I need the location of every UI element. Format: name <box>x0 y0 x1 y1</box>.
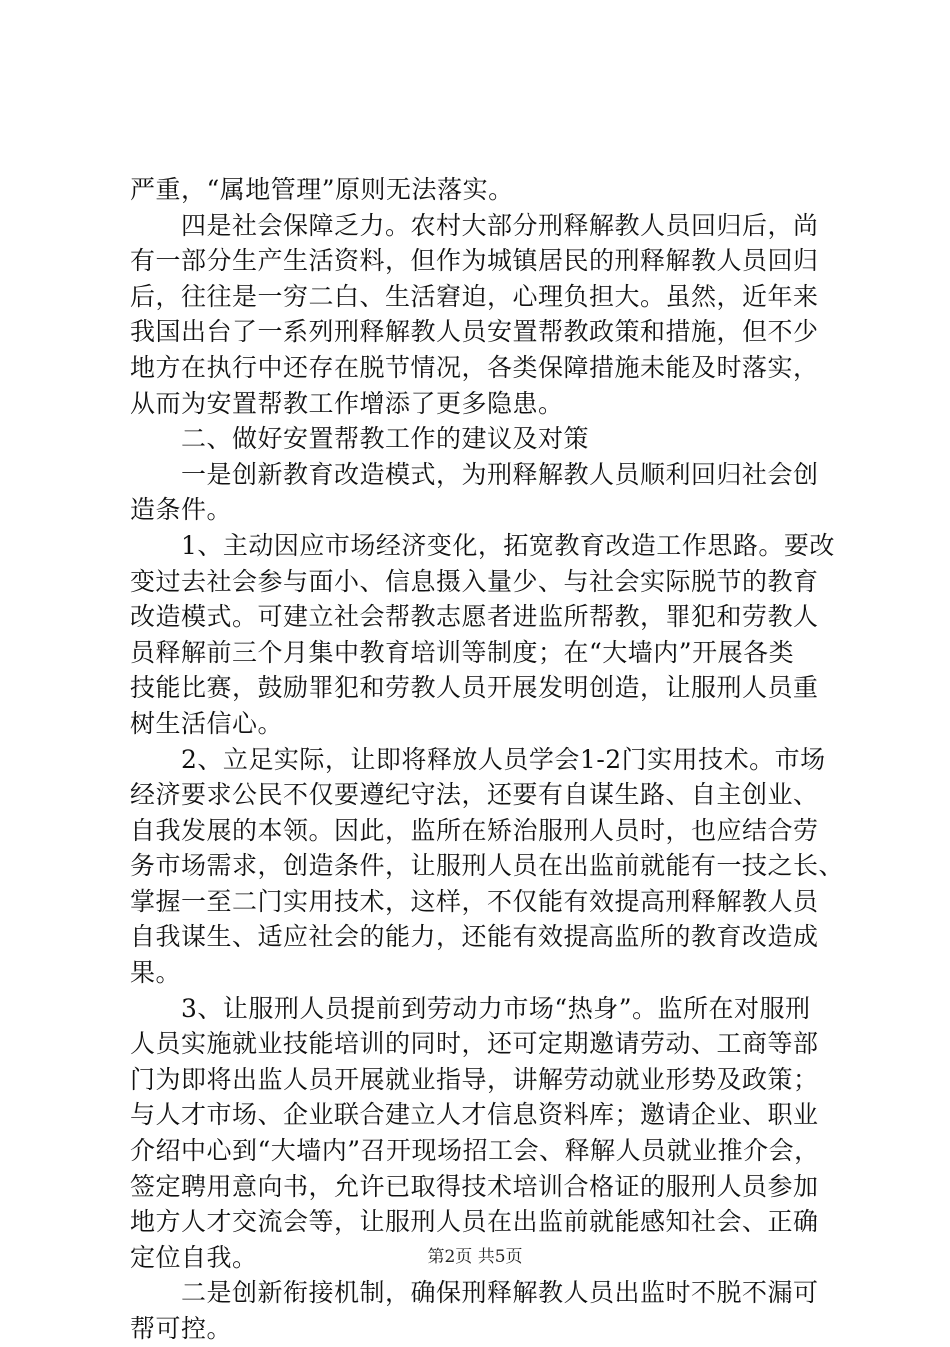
text-line: 3、让服刑人员提前到劳动力市场“热身”。监所在对服刑 <box>130 993 811 1023</box>
page-number-footer: 第2页 共5页 <box>427 1247 523 1267</box>
text-line: 门为即将出监人员开展就业指导，讲解劳动就业形势及政策； <box>130 1064 819 1094</box>
text-line: 定位自我。 <box>130 1242 258 1272</box>
text-line: 帮可控。 <box>130 1314 233 1343</box>
text-line: 我国出台了一系列刑释解教人员安置帮教政策和措施，但不少 <box>130 317 819 347</box>
text-line: 人员实施就业技能培训的同时，还可定期邀请劳动、工商等部 <box>130 1029 819 1059</box>
text-line: 造条件。 <box>130 495 233 525</box>
text-line: 技能比赛，鼓励罪犯和劳教人员开展发明创造，让服刑人员重 <box>130 673 819 703</box>
document-body <box>130 172 845 1347</box>
text-line: 四是社会保障乏力。农村大部分刑释解教人员回归后，尚 <box>130 210 819 240</box>
text-line: 与人才市场、企业联合建立人才信息资料库；邀请企业、职业 <box>130 1100 819 1130</box>
text-line: 务市场需求，创造条件，让服刑人员在出监前就能有一技之长、 <box>130 851 845 881</box>
text-line: 自我发展的本领。因此，监所在矫治服刑人员时，也应结合劳 <box>130 815 819 845</box>
text-line: 树生活信心。 <box>130 708 284 738</box>
text-line: 经济要求公民不仅要遵纪守法，还要有自谋生路、自主创业、 <box>130 780 819 810</box>
text-line: 一是创新教育改造模式，为刑释解教人员顺利回归社会创 <box>130 459 819 489</box>
text-line: 二是创新衔接机制，确保刑释解教人员出监时不脱不漏可 <box>130 1278 819 1308</box>
text-line: 从而为安置帮教工作增添了更多隐患。 <box>130 388 564 418</box>
text-line: 掌握一至二门实用技术，这样，不仅能有效提高刑释解教人员 <box>130 886 819 916</box>
text-line: 地方人才交流会等，让服刑人员在出监前就能感知社会、正确 <box>130 1207 819 1237</box>
text-line: 有一部分生产生活资料，但作为城镇居民的刑释解教人员回归 <box>130 246 819 276</box>
text-line: 员释解前三个月集中教育培训等制度；在“大墙内”开展各类 <box>130 637 795 667</box>
section-heading: 二、做好安置帮教工作的建议及对策 <box>130 424 590 454</box>
text-line: 变过去社会参与面小、信息摄入量少、与社会实际脱节的教育 <box>130 566 819 596</box>
text-line: 介绍中心到“大墙内”召开现场招工会、释解人员就业推介会， <box>130 1136 820 1166</box>
text-line: 自我谋生、适应社会的能力，还能有效提高监所的教育改造成 <box>130 922 819 952</box>
text-line: 地方在执行中还存在脱节情况，各类保障措施未能及时落实， <box>130 352 819 382</box>
text-line: 果。 <box>130 958 182 988</box>
text-line: 1、主动因应市场经济变化，拓宽教育改造工作思路。要改 <box>130 530 835 560</box>
text-line: 改造模式。可建立社会帮教志愿者进监所帮教，罪犯和劳教人 <box>130 602 819 632</box>
text-line: 严重，“属地管理”原则无法落实。 <box>130 175 514 204</box>
text-line: 后，往往是一穷二白、生活窘迫，心理负担大。虽然，近年来 <box>130 281 819 311</box>
text-line: 2、立足实际，让即将释放人员学会1-2门实用技术。市场 <box>130 744 826 774</box>
text-line: 签定聘用意向书，允许已取得技术培训合格证的服刑人员参加 <box>130 1171 819 1201</box>
